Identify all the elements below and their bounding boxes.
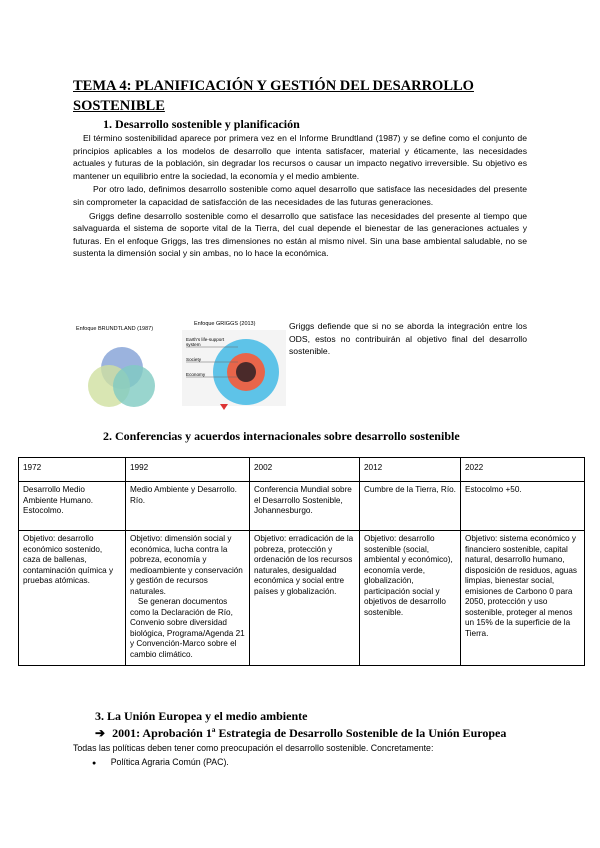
griggs-item-society: Society [186,357,202,362]
arrow-icon: ➔ [95,726,106,740]
title-line-2: SOSTENIBLE [73,98,165,114]
year-cell: 2022 [461,458,585,482]
griggs-core [236,362,256,382]
list-item-pac [92,757,229,767]
section-3-heading: 3. La Unión Europea y el medio ambiente [95,709,308,723]
document-title [73,76,533,116]
event-cell: Conferencia Mundial sobre el Desarrollo Sostenible, Johannesburgo. [250,482,360,531]
section-3-intro: Todas las políticas deben tener como preocupación el desarrollo sostenible. Concretamente: [73,743,434,753]
brundtland-figure [72,320,166,412]
event-cell: Desarrollo Medio Ambiente Humano. Estocolmo. [19,482,126,531]
strategy-2001-label: 2001: Aprobación 1ª Estrategia de Desarrollo Sostenible de la Unión Europea [112,726,507,740]
griggs-figure [180,320,288,410]
list-item-label: Política Agraria Común (PAC). [110,757,229,767]
goal-cell: Objetivo: erradicación de la pobreza, protección y ordenación de los recursos naturales, desigualdad económica y social entre países y globalización. [250,531,360,666]
goal-cell: Objetivo: desarrollo económico sostenido, caza de ballenas, contaminación química y pruebas atómicas. [19,531,126,666]
griggs-item-economy: Economy [186,372,206,377]
year-cell: 2002 [250,458,360,482]
goal-cell [126,531,250,666]
goal-1992-extra: Se generan documentos como la Declaración de Río, Convenio sobre diversidad biológica, Programa/Agenda 21 y Convención-Marco sobre el cambio climático. [130,597,245,659]
table-row-years [19,458,585,482]
year-cell: 1992 [126,458,250,482]
red-marker [220,404,228,410]
venn-diagram [72,320,166,412]
bullet-icon: ● [92,760,97,767]
section-3-subheading [95,726,506,741]
event-cell: Medio Ambiente y Desarrollo. Río. [126,482,250,531]
griggs-side-text: Griggs defiende que si no se aborda la integración entre los ODS, estos no contribuirán al objetivo final del desarrollo sostenible. [289,321,527,357]
event-cell: Estocolmo +50. [461,482,585,531]
section-1-body [73,132,527,260]
venn-circle-right [113,365,155,407]
table-row-events [19,482,585,531]
goal-cell: Objetivo: desarrollo sostenible (social, ambiental y económico), economía verde, globalización, participación social y objetivos de desarrollo sostenible. [360,531,461,666]
griggs-label: Enfoque GRIGGS (2013) [194,321,256,327]
paragraph-brundtland: El término sostenibilidad aparece por primera vez en el Informe Brundtland (1987) y se define como el conjunto de principios aplicables a los modelos de desarrollo que intenta satisfacer, material y éticamente, las necesidades actuales y futuras de la población, sin degradar los recursos o causar un impacto negativo irreversible. Su objetivo es mantener un equilibrio entre la sociedad, la economía y el medio ambiente. [73,133,527,181]
griggs-item-earth: Earth's life-support system [186,337,225,347]
goal-1992-text: Objetivo: dimensión social y económica, lucha contra la pobreza, economía y medioambiente y conservación y gestión de recursos naturales. [130,534,243,596]
year-cell: 2012 [360,458,461,482]
goal-cell: Objetivo: sistema económico y financiero sostenible, capital natural, desarrollo humano, disposición de residuos, aguas limpias, bienestar social, emisiones de Carbono 0 para 2050, protección y uso sostenible, proteger al menos un 15% de la superficie de la Tierra. [461,531,585,666]
title-line-1: TEMA 4: PLANIFICACIÓN Y GESTIÓN DEL DESARROLLO [73,78,474,94]
section-1-heading: 1. Desarrollo sostenible y planificación [103,117,300,131]
brundtland-label: Enfoque BRUNDTLAND (1987) [76,326,154,332]
conferences-table [18,457,585,666]
table-row-goals [19,531,585,666]
section-2-heading: 2. Conferencias y acuerdos internacionales sobre desarrollo sostenible [103,429,460,443]
event-cell: Cumbre de la Tierra, Río. [360,482,461,531]
paragraph-definition: Por otro lado, definimos desarrollo sostenible como aquel desarrollo que satisface las necesidades del presente sin comprometer la capacidad de satisfacción de las necesidades de las futuras generaciones. [73,184,527,207]
paragraph-griggs: Griggs define desarrollo sostenible como el desarrollo que satisface las necesidades del presente al tiempo que salvaguarda el sistema de soporte vital de la Tierra, del cual depende el bienestar de las generaciones actuales y futuras. En el enfoque Griggs, las tres dimensiones no están al mismo nivel. Sin una base ambiental saludable, no se sustenta la dimensión social y sin ambas, no lo hace la económica. [73,210,527,259]
year-cell: 1972 [19,458,126,482]
griggs-diagram [180,320,288,410]
